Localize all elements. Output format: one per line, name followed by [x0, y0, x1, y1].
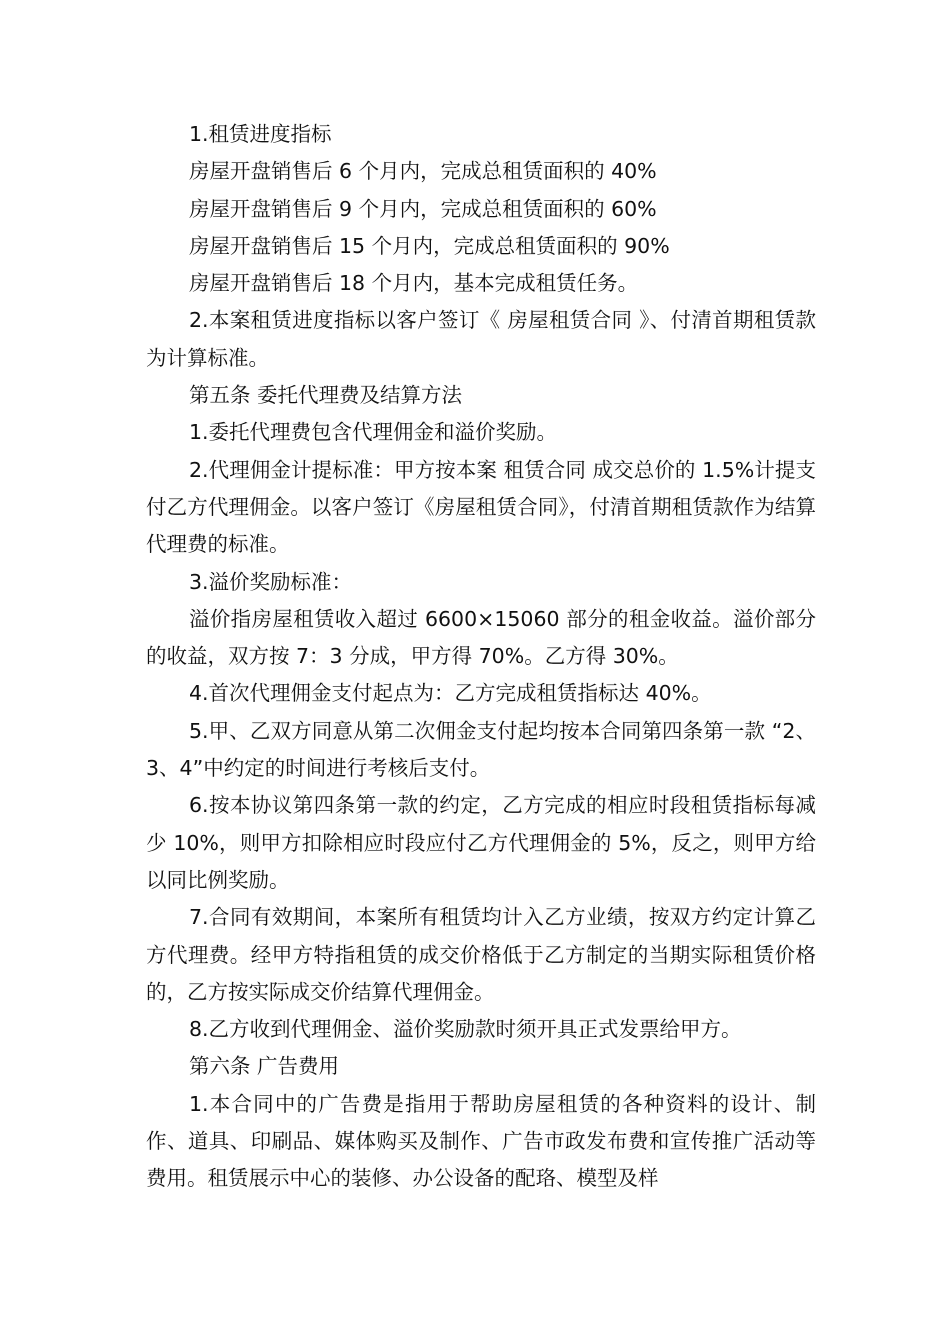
paragraph-lease-progress-heading: 1.租赁进度指标: [189, 122, 332, 146]
paragraph-contract-period-performance: 7.合同有效期间，本案所有租赁均计入乙方业绩，按双方约定计算乙方代理费。经甲方特指租赁的成交价格低于乙方制定的当期实际租赁价格的，乙方按实际成交价结算代理佣金。: [146, 905, 816, 1004]
paragraph-target-15-months: 房屋开盘销售后 15 个月内，完成总租赁面积的 90%: [189, 233, 670, 258]
paragraph-reward-penalty: 6.按本协议第四条第一款的约定，乙方完成的相应时段租赁指标每减少 10%，则甲方扣除相应时段应付乙方代理佣金的 5%，反之，则甲方给以同比例奖励。: [146, 793, 816, 892]
paragraph-premium-standard-heading: 3.溢价奖励标准：: [189, 569, 353, 594]
paragraph-agency-fee-composition: 1.委托代理费包含代理佣金和溢价奖励。: [189, 420, 558, 445]
article-5-heading: 第五条 委托代理费及结算方法: [189, 383, 463, 408]
paragraph-advertising-definition: 1.本合同中的广告费是指用于帮助房屋租赁的各种资料的设计、制作、道具、印刷品、媒体购买及制作、广告市政发布费和宣传推广活动等费用。租赁展示中心的装修、办公设备的配珞、模型及样: [146, 1091, 816, 1191]
paragraph-subsequent-payment: 5.甲、乙双方同意从第二次佣金支付起均按本合同第四条第一款 “2、3、4”中约定的时间进行考核后支付。: [146, 718, 816, 781]
article-6-heading: 第六条 广告费用: [189, 1054, 340, 1079]
paragraph-commission-standard: 2.代理佣金计提标准：甲方按本案 租赁合同 成交总价的 1.5%计提支付乙方代理佣金。以客户签订《房屋租赁合同》，付清首期租赁款作为结算代理费的标准。: [146, 457, 816, 557]
document-body: [146, 116, 816, 1198]
paragraph-target-18-months: 房屋开盘销售后 18 个月内，基本完成租赁任务。: [189, 271, 639, 296]
paragraph-progress-standard: 2.本案租赁进度指标以客户签订《 房屋租赁合同 》、付清首期租赁款为计算标准。: [146, 308, 816, 370]
paragraph-premium-definition: 溢价指房屋租赁收入超过 6600×15060 部分的租金收益。溢价部分的收益，双方按 7：3 分成，甲方得 70%。乙方得 30%。: [146, 606, 816, 669]
paragraph-target-6-months: 房屋开盘销售后 6 个月内，完成总租赁面积的 40%: [189, 159, 657, 184]
paragraph-invoice: 8.乙方收到代理佣金、溢价奖励款时须开具正式发票给甲方。: [189, 1017, 742, 1042]
paragraph-target-9-months: 房屋开盘销售后 9 个月内，完成总租赁面积的 60%: [189, 196, 657, 221]
paragraph-first-payment-threshold: 4.首次代理佣金支付起点为：乙方完成租赁指标达 40%。: [189, 681, 712, 706]
